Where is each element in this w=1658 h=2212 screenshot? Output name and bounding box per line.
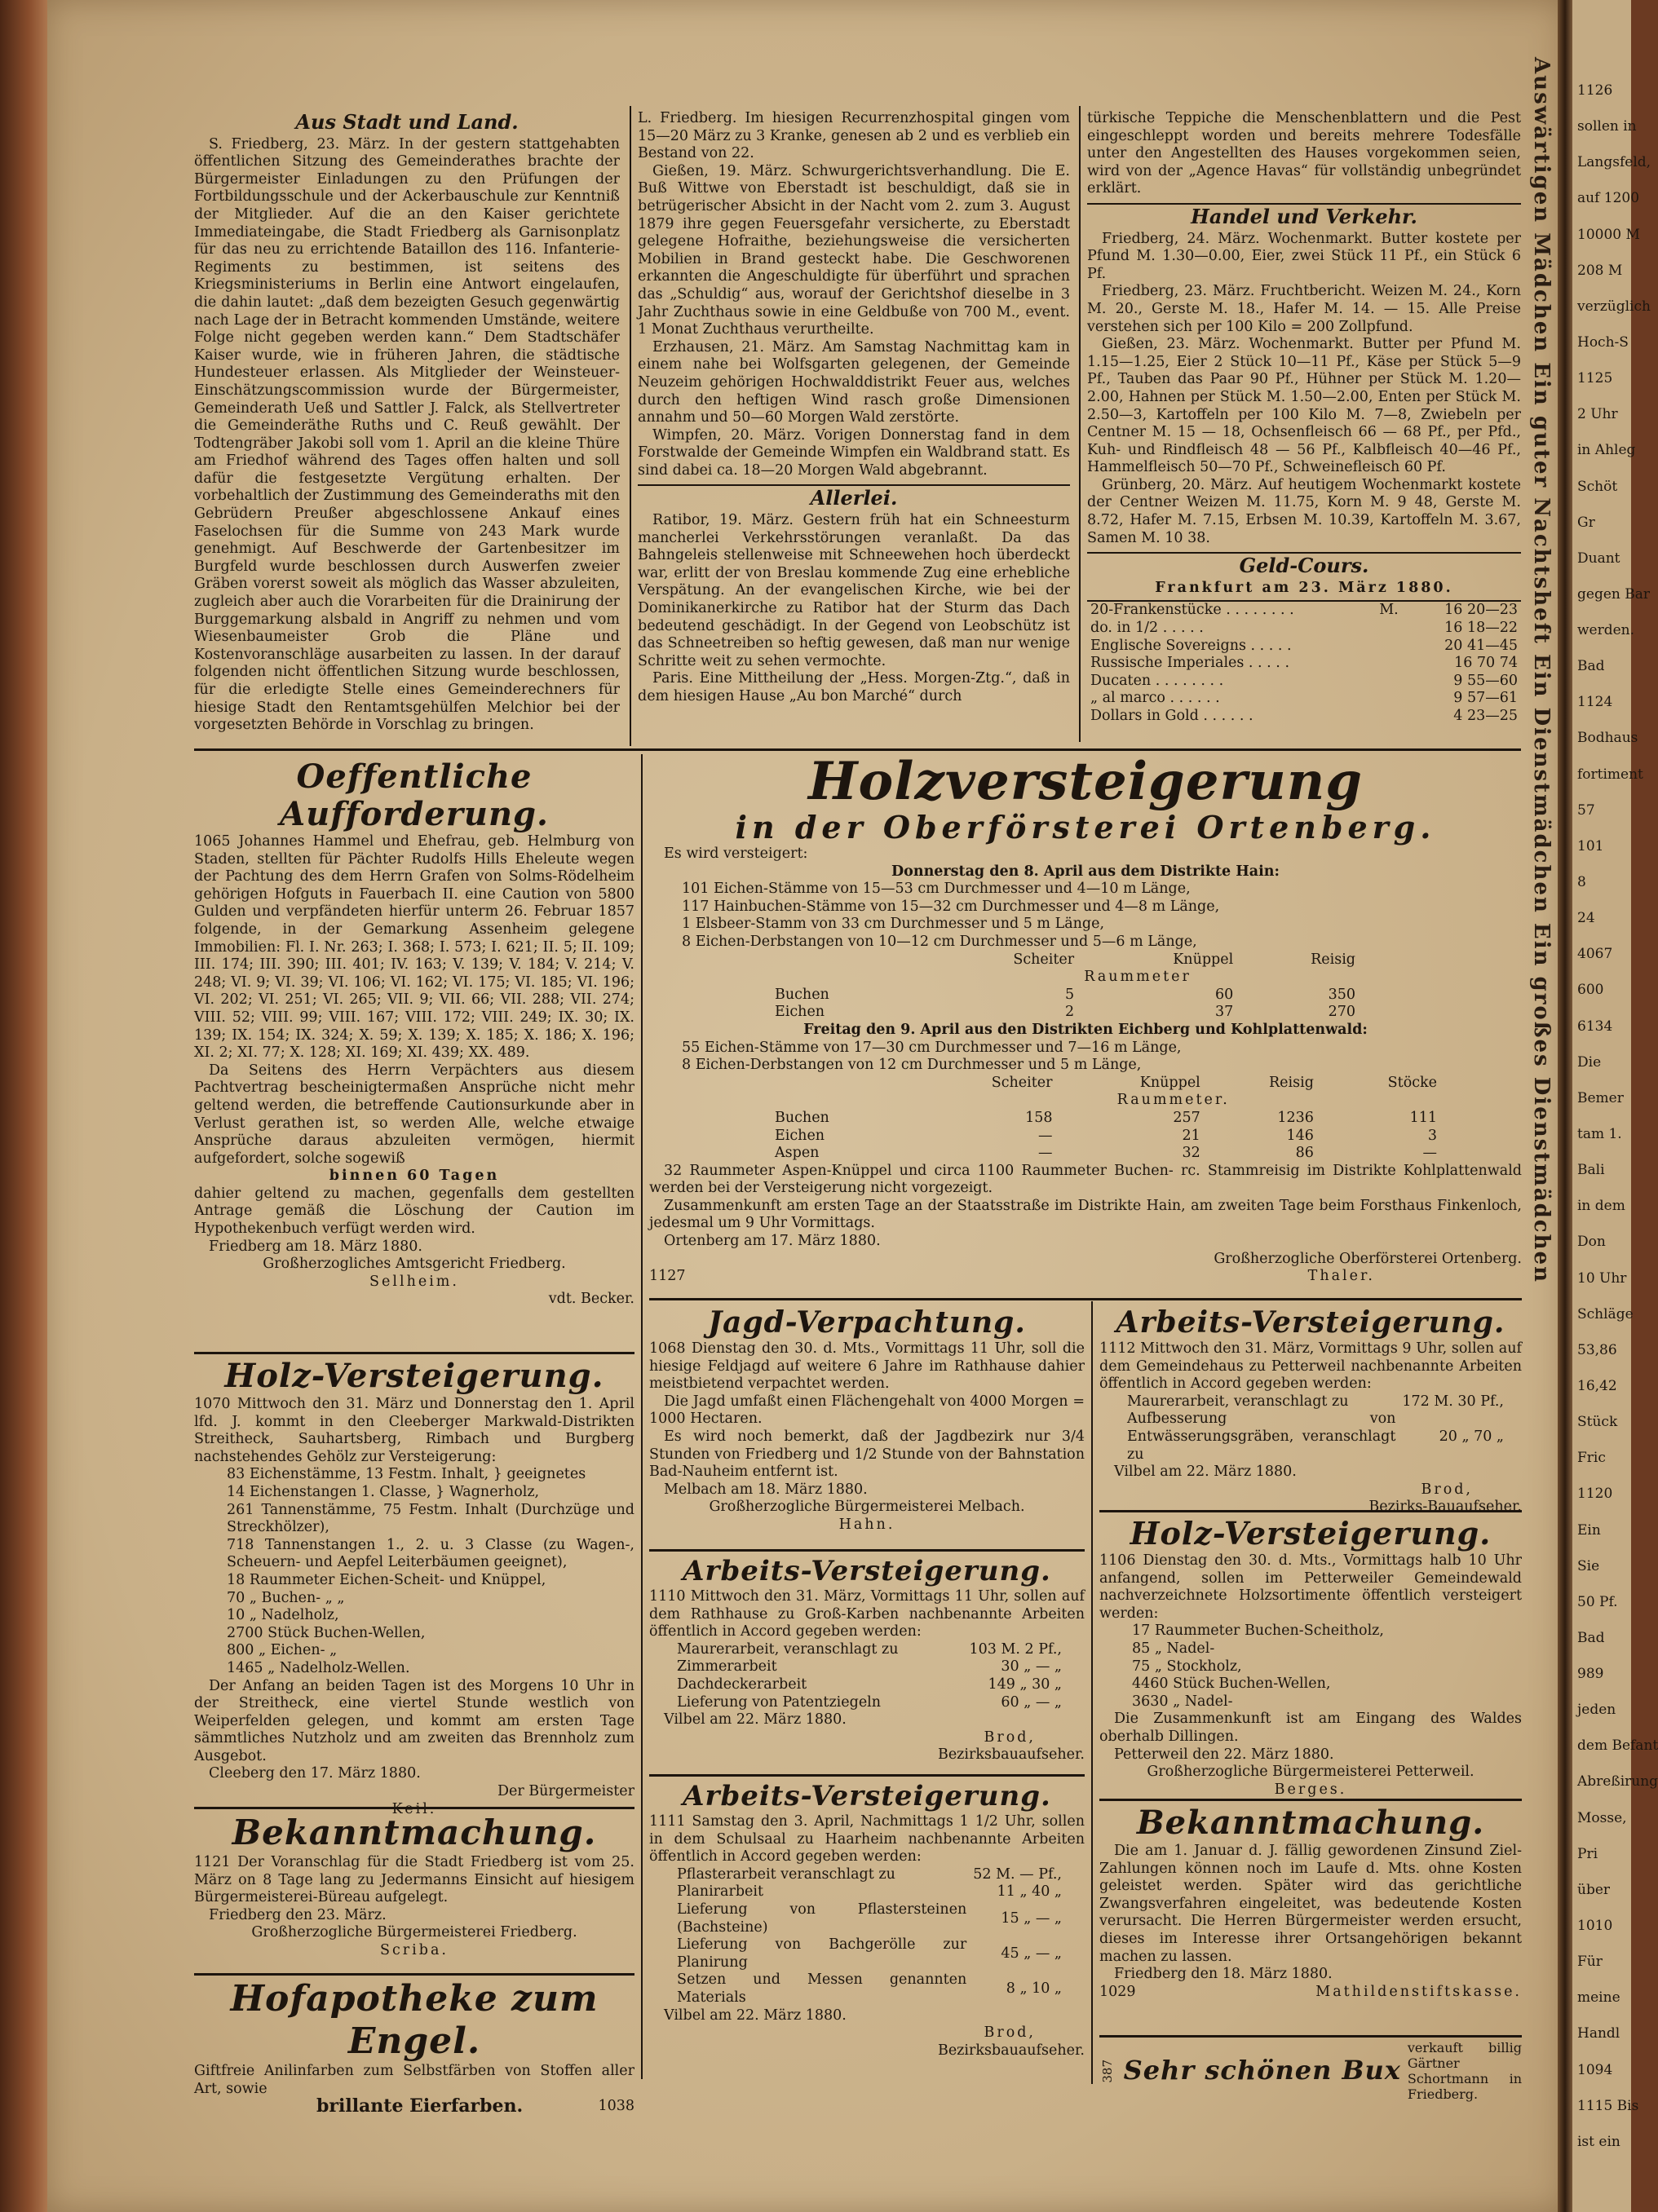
ad-text: Da Seitens des Herrn Verpächters aus diesem Pachtvertrag bescheinigtermaßen Ansprüche nicht mehr geltend werden, die betreffende Cautionsurkunde aber in Verlust gerathen ist, so werden Alle, welche etwaige Ansprüche daraus abzuleiten vermögen, hiermit aufgefordert, solche sogewiß xyxy=(194,1062,634,1167)
text-fragment: tam 1. xyxy=(1577,1126,1622,1142)
text-fragment: Pri xyxy=(1577,1845,1598,1862)
section-title: Allerlei. xyxy=(810,486,898,510)
ad-signer: Brod, xyxy=(1421,1481,1473,1498)
article-text: Paris. Eine Mittheilung der „Hess. Morgen-Ztg.“, daß in dem hiesigen Hause „Au bon Marché“ durch xyxy=(638,670,1070,704)
ad-jagd-verpachtung xyxy=(649,1305,1085,1534)
text-fragment: Stück xyxy=(1577,1414,1618,1431)
text-fragment: 1126 xyxy=(1577,82,1613,99)
ad-text: 1111 Samstag den 3. April, Nachmittags 1 1/2 Uhr, sollen in dem Schulsaal zu Haarheim nachbenannte Arbeiten öffentlich in Accord gegeben werden: xyxy=(649,1813,1085,1865)
table-row: Setzen und Messen genannten Materials 8 „ 10 „ xyxy=(677,1971,1062,2006)
ad-title: Arbeits-Versteigerung. xyxy=(1116,1305,1505,1340)
ad-arbeits-versteigerung-1 xyxy=(649,1554,1085,1764)
ad-text: Der Anfang an beiden Tagen ist des Morgens 10 Uhr in der Streitheck, eine viertel Stunde westlich von Weiperfelden gelegen, und kommt am ersten Tage sämmtliches Nutzholz und am zweiten das Brennholz zum Ausgebot. xyxy=(194,1677,634,1764)
text-fragment: 600 xyxy=(1577,982,1604,999)
text-fragment: 50 Pf. xyxy=(1577,1593,1618,1610)
article-text: Wimpfen, 20. März. Vorigen Donnerstag fand in dem Forstwalde der Gemeinde Wimpfen ein Waldbrand statt. Es sind dabei ca. 18—20 Morgen Wald abgebrannt. xyxy=(638,426,1070,479)
ad-text: 32 Raummeter Aspen-Knüppel und circa 1100 Raummeter Buchen- rc. Stammreisig im Distrikte Kohlplattenwald werden bei der Versteigerung nicht vorgezeigt. xyxy=(649,1162,1522,1197)
text-fragment: werden. xyxy=(1577,622,1635,639)
ad-office: Großherzogliche Bürgermeisterei Petterweil. xyxy=(1147,1764,1475,1781)
ad-date: Vilbel am 22. März 1880. xyxy=(664,2007,847,2024)
item-list xyxy=(649,1040,1522,1075)
text-fragment: in Ahleg xyxy=(1577,442,1636,459)
ad-text: 1110 Mittwoch den 31. März, Vormittags 11 Uhr, sollen auf dem Rathhause zu Groß-Karben nachbenannte Arbeiten öffentlich in Accord gegeben werden: xyxy=(649,1588,1085,1640)
ad-office: Großherzogliche Oberförsterei Ortenberg. xyxy=(1214,1250,1522,1267)
ad-divider xyxy=(649,1549,1085,1552)
text-fragment: 1010 xyxy=(1577,1918,1613,1935)
ad-text: verkauft billig Gärtner Schortmann in Friedberg. xyxy=(1407,2040,1522,2102)
deadline: binnen 60 Tagen xyxy=(329,1168,500,1185)
text-fragment: Hoch-S xyxy=(1577,333,1629,351)
ad-text: Es wird noch bemerkt, daß der Jagdbezirk nur 3/4 Stunden von Friedberg und 1/2 Stunde von der Bahnstation Bad-Nauheim entfernt ist. xyxy=(649,1428,1085,1481)
market-report: Grünberg, 20. März. Auf heutigem Wochenmarkt kostete der Centner Weizen M. 11.75, Korn M. 9 48, Gerste M. 8.72, Hafer M. 7.15, Erbsen M. 10.39, Kartoffeln M. 3.67, Samen M. 10 38. xyxy=(1087,476,1521,546)
ad-office: Bezirksbauaufseher. xyxy=(937,2042,1085,2059)
ad-title: Holz-Versteigerung. xyxy=(224,1357,604,1395)
text-fragment: 1125 xyxy=(1577,370,1613,387)
list-item: 70 „ Buchen- „ „ xyxy=(227,1589,345,1606)
ad-title: Holz-Versteigerung. xyxy=(1130,1515,1492,1552)
text-fragment: 4067 xyxy=(1577,946,1613,963)
text-fragment: 16,42 xyxy=(1577,1377,1617,1394)
ad-signer: Brod, xyxy=(984,2024,1036,2042)
ad-date: Cleeberg den 17. März 1880. xyxy=(209,1765,421,1782)
wood-table xyxy=(772,1075,1440,1163)
list-item: 8 Eichen-Derbstangen von 12 cm Durchmesser und 5 m Länge, xyxy=(682,1057,1142,1074)
text-fragment: Gr xyxy=(1577,514,1595,531)
text-fragment: Abreßirung xyxy=(1577,1773,1658,1790)
table-row: Aufbesserung von Entwässerungsgräben, veranschlagt zu 20 „ 70 „ xyxy=(1127,1411,1504,1463)
text-fragment: 1124 xyxy=(1577,694,1613,711)
next-page-fragment xyxy=(1572,0,1658,2212)
ad-hofapotheke xyxy=(194,1978,634,2116)
ad-title: Jagd-Verpachtung. xyxy=(708,1305,1026,1340)
column-divider xyxy=(1079,106,1081,742)
article-text: Ratibor, 19. März. Gestern früh hat ein Schneesturm mancherlei Verkehrsstörungen veranlaßt. Da das Bahngeleis stellenweise mit Schneewehen hoch überdeckt war, erlitt der von Breslau kommende Zug eine erhebliche Verspätung. An der evangelischen Kirche, wie bei der Dominikanerkirche zu Ratibor hat der Sturm das Dach bedeutend geschädigt. In der Gegend von Leobschütz ist das Schneetreiben so heftig gewesen, daß man nur wenige Schritte weit zu sehen vermochte. xyxy=(638,512,1070,669)
list-item: 4460 Stück Buchen-Wellen, xyxy=(1132,1676,1331,1693)
text-fragment: Schläge xyxy=(1577,1305,1634,1322)
list-item: 85 „ Nadel- xyxy=(1132,1640,1215,1657)
ad-text: 1070 Mittwoch den 31. März und Donnerstag den 1. April lfd. J. kommt in den Cleeberger Markwald-Distrikten Streitheck, Sauhartsberg, Rimbach und Burgberg nachstehendes Gehölz zur Versteigerung: xyxy=(194,1396,634,1465)
text-fragment: 2 Uhr xyxy=(1577,406,1618,423)
table-row: Englische Sovereigns . . . . . 20 41—45 xyxy=(1090,637,1518,654)
ad-signer: Keil. xyxy=(391,1800,437,1817)
ad-highlight-line xyxy=(194,2095,634,2117)
ad-signer: Berges. xyxy=(1274,1781,1347,1798)
text-fragment: in dem xyxy=(1577,1198,1625,1215)
ad-divider xyxy=(649,1774,1085,1777)
text-fragment: dem Befant xyxy=(1577,1737,1658,1755)
list-item: 101 Eichen-Stämme von 15—53 cm Durchmesser und 4—10 m Länge, xyxy=(682,881,1191,898)
text-fragment: 989 xyxy=(1577,1666,1604,1683)
text-fragment: über xyxy=(1577,1881,1611,1898)
gutter-vertical-text: Auswärtigen Mädchen Ein guter Nachtsheft Ein Dienstmädchen Ein großes Dienstmädchen xyxy=(1529,57,1554,1283)
ad-title: Arbeits-Versteigerung. xyxy=(683,1555,1051,1587)
ad-divider xyxy=(1099,2035,1522,2038)
wood-table xyxy=(772,951,1359,1022)
column-news xyxy=(638,110,1070,706)
text-fragment: 10 Uhr xyxy=(1577,1269,1627,1287)
table-row: Russische Imperiales . . . . . 16 70 74 xyxy=(1090,655,1518,672)
ad-office: Großherzogliche Bürgermeisterei Melbach. xyxy=(709,1499,1025,1516)
ad-highlight: brillante Eierfarben. xyxy=(316,2095,524,2117)
ad-office: Großherzogliche Bürgermeisterei Friedberg. xyxy=(251,1924,577,1941)
auction-day: Donnerstag den 8. April aus dem Distrikte Hain: xyxy=(891,863,1280,880)
table-row: Lieferung von Pflastersteinen (Bachsteine) 15 „ — „ xyxy=(677,1901,1062,1936)
text-fragment: 53,86 xyxy=(1577,1341,1617,1358)
list-item: 1 Elsbeer-Stamm von 33 cm Durchmesser und 5 m Länge, xyxy=(682,916,1105,933)
market-report: Friedberg, 24. März. Wochenmarkt. Butter kostete per Pfund M. 1.30—0.00, Eier, zwei Stück 11 Pf., ein Stück 6 Pf. xyxy=(1087,230,1521,282)
ad-number: 387 xyxy=(1100,2059,1115,2083)
table-row: Zimmerarbeit 30 „ — „ xyxy=(677,1658,1062,1676)
section-title: Geld-Cours. xyxy=(1239,554,1369,578)
ad-text: 1068 Dienstag den 30. d. Mts., Vormittags 11 Uhr, soll die hiesige Feldjagd auf weitere 6 Jahre im Rathhause dahier meistbietend verpachtet werden. xyxy=(649,1340,1085,1393)
table-row: Eichen 2 37 270 xyxy=(775,1004,1355,1021)
ad-text: Zusammenkunft am ersten Tage an der Staatsstraße im Distrikte Hain, am zweiten Tage beim Forsthaus Finkenloch, jedesmal um 9 Uhr Vormittags. xyxy=(649,1197,1522,1232)
ad-date: Vilbel am 22. März 1880. xyxy=(1114,1464,1297,1481)
table-row: Lieferung von Bachgerölle zur Planirung 45 „ — „ xyxy=(677,1936,1062,1971)
list-item: 261 Tannenstämme, 75 Festm. Inhalt (Durchzüge und Streckhölzer), xyxy=(227,1501,634,1536)
text-fragment: 208 M xyxy=(1577,262,1623,279)
ad-column-divider xyxy=(641,754,643,2079)
ad-date: Melbach am 18. März 1880. xyxy=(664,1481,868,1498)
text-fragment: ist ein xyxy=(1577,2133,1620,2150)
table-row: Eichen — 21 146 3 xyxy=(775,1127,1437,1144)
ad-title: Oeffentliche Aufforderung. xyxy=(280,757,549,833)
text-fragment: Mosse, xyxy=(1577,1809,1627,1826)
table-row: 20-Frankenstücke . . . . . . . . M. 16 20—23 xyxy=(1090,602,1518,619)
table-row: „ al marco . . . . . . 9 57—61 xyxy=(1090,690,1518,707)
text-fragment: 10000 M xyxy=(1577,226,1640,243)
text-fragment: verzüglich xyxy=(1577,298,1651,315)
table-row: Lieferung von Patentziegeln 60 „ — „ xyxy=(677,1693,1062,1711)
section-title: Aus Stadt und Land. xyxy=(295,110,519,134)
item-list xyxy=(649,881,1522,951)
article-text: L. Friedberg. Im hiesigen Recurrenzhospital gingen vom 15—20 März zu 3 Kranke, genesen ab 2 und es verblieb ein Bestand von 22. xyxy=(638,110,1070,162)
table-row: Dollars in Gold . . . . . . 4 23—25 xyxy=(1090,708,1518,724)
ad-signer: Brod, xyxy=(984,1729,1036,1746)
ad-signer: vdt. Becker. xyxy=(548,1291,634,1308)
ad-text: Es wird versteigert: xyxy=(664,846,808,862)
text-fragment: jeden xyxy=(1577,1702,1616,1719)
column-handel xyxy=(1087,110,1521,726)
text-fragment: Bali xyxy=(1577,1162,1605,1179)
table-row: Pflasterarbeit veranschlagt zu 52 M. — Pf., xyxy=(677,1865,1062,1883)
ad-title: Holzversteigerung xyxy=(807,751,1364,812)
column-divider xyxy=(630,106,631,746)
list-item: 1465 „ Nadelholz-Wellen. xyxy=(227,1659,410,1676)
table-header: Scheiter Knüppel Reisig xyxy=(1013,951,1355,968)
list-item: 800 „ Eichen- „ xyxy=(227,1642,338,1659)
market-report: Friedberg, 23. März. Fruchtbericht. Weizen M. 24., Korn M. 20., Gerste M. 18., Hafer M. 14. — 15. Alle Preise verstehen sich per 100 Kilo = 200 Zollpfund. xyxy=(1087,283,1521,335)
text-fragment: Sie xyxy=(1577,1557,1600,1574)
ad-text: 1112 Mittwoch den 31. März, Vormittags 9 Uhr, sollen auf dem Gemeindehaus zu Petterweil nachbenannte Arbeiten öffentlich in Accord gegeben werden: xyxy=(1099,1340,1522,1393)
ad-bux xyxy=(1099,2040,1522,2102)
list-item: 2700 Stück Buchen-Wellen, xyxy=(227,1624,426,1641)
ad-date: Petterweil den 22. März 1880. xyxy=(1114,1746,1334,1763)
text-fragment: Langsfeld, xyxy=(1577,154,1651,171)
ad-number: 1038 xyxy=(598,2098,634,2115)
list-item: 18 Raummeter Eichen-Scheit- und Knüppel, xyxy=(227,1571,546,1588)
ad-office: Der Bürgermeister xyxy=(497,1783,634,1800)
ad-text: Die Zusammenkunft ist am Eingang des Waldes oberhalb Dillingen. xyxy=(1099,1711,1522,1745)
text-fragment: Bad xyxy=(1577,658,1605,675)
ad-text: Die Jagd umfaßt einen Flächengehalt von 4000 Morgen = 1000 Hectaren. xyxy=(649,1393,1085,1428)
text-fragment: Fric xyxy=(1577,1450,1606,1467)
ad-arbeits-versteigerung-3 xyxy=(1099,1305,1522,1517)
text-fragment: Ein xyxy=(1577,1521,1601,1539)
list-item: 14 Eichenstangen 1. Classe, } Wagnerholz, xyxy=(227,1483,540,1500)
text-fragment: 1094 xyxy=(1577,2061,1613,2078)
list-item: 75 „ Stockholz, xyxy=(1132,1658,1242,1675)
ad-text: 1121 Der Voranschlag für die Stadt Friedberg ist vom 25. März on 8 Tage lang zu Jedermanns Einsicht auf hiesigem Bürgermeisterei-Büreau aufgelegt. xyxy=(194,1854,634,1906)
ad-bekanntmachung-1 xyxy=(194,1812,634,1960)
text-fragment: sollen in xyxy=(1577,118,1637,135)
text-fragment: Don xyxy=(1577,1234,1606,1251)
auction-day: Freitag den 9. April aus den Distrikten Eichberg und Kohlplattenwald: xyxy=(803,1021,1368,1038)
ad-text: 1065 Johannes Hammel und Ehefrau, geb. Helmburg von Staden, stellten für Pächter Rudolfs Hills Eheleute wegen der Pachtung des dem Herrn Grafen von Solms-Rödelheim gehörigen Hofguts in Fauerbach II. eine Caution von 5800 Gulden und verpfändeten hierfür unterm 26. Februar 1857 folgende, in der Gemarkung Assenheim gelegene Immobilien: Fl. I. Nr. 263; I. 368; I. 573; I. 621; II. 5; II. 109; III. 174; III. 390; III. 401; IV. 163; V. 139; V. 184; V. 214; V. 248; VI. 9; VI. 39; VI. 106; VI. 162; VI. 175; VI. 185; VI. 196; VI. 202; VI. 251; VI. 265; VII. 9; VII. 66; VII. 288; VII. 274; VIII. 52; VIII. 99; VIII. 167; VIII. 172; VIII. 249; IX. 30; IX. 139; IX. 154; IX. 324; X. 59; X. 139; X. 185; X. 186; X. 196; XI. 2; XI. 77; X. 128; XI. 169; XI. 439; XX. 489. xyxy=(194,833,634,1062)
table-row: Dachdeckerarbeit 149 „ 30 „ xyxy=(677,1676,1062,1693)
text-fragment: gegen Bar xyxy=(1577,585,1650,603)
ad-holzversteigerung-ortenberg xyxy=(649,751,1522,1286)
ad-footer xyxy=(649,1268,1522,1286)
ad-divider xyxy=(1099,1510,1522,1512)
ad-holz-versteigerung xyxy=(194,1357,634,1818)
ad-office: Mathildenstiftskasse. xyxy=(1315,1983,1522,2000)
exchange-table xyxy=(1087,600,1521,725)
table-row: Buchen 5 60 350 xyxy=(775,986,1355,1003)
table-row: Planirarbeit 11 „ 40 „ xyxy=(677,1883,1062,1901)
item-list xyxy=(194,1466,634,1677)
table-row: do. in 1/2 . . . . . 16 18—22 xyxy=(1090,620,1518,637)
text-fragment: Handl xyxy=(1577,2025,1620,2042)
text-fragment: Bad xyxy=(1577,1629,1605,1646)
ad-date: Ortenberg am 17. März 1880. xyxy=(664,1233,881,1250)
text-fragment: fortiment xyxy=(1577,766,1643,783)
ad-divider xyxy=(194,1807,634,1809)
ad-divider xyxy=(649,1298,1522,1300)
item-list xyxy=(1099,1623,1522,1711)
ad-title: Hofapotheke zum Engel. xyxy=(230,1978,599,2062)
list-item: 117 Hainbuchen-Stämme von 15—32 cm Durchmesser und 4—8 m Länge, xyxy=(682,898,1220,915)
ad-text: 1106 Dienstag den 30. d. Mts., Vormittags halb 10 Uhr anfangend, sollen im Petterweiler Gemeindewald nachverzeichnete Holzsortimente öffentlich versteigert werden: xyxy=(1099,1552,1522,1622)
text-fragment: Duant xyxy=(1577,550,1620,567)
list-item: 17 Raummeter Buchen-Scheitholz, xyxy=(1132,1623,1384,1640)
ad-signer: Hahn. xyxy=(838,1516,895,1533)
text-fragment: 1120 xyxy=(1577,1486,1613,1503)
cost-table xyxy=(1124,1393,1507,1464)
ad-number: 1029 xyxy=(1099,1983,1136,2000)
text-fragment: 1115 Bis xyxy=(1577,2097,1639,2114)
ad-text: Giftfreie Anilinfarben zum Selbstfärben von Stoffen aller Art, sowie xyxy=(194,2063,634,2097)
article-text: S. Friedberg, 23. März. In der gestern stattgehabten öffentlichen Sitzung des Gemeinderathes brachte der Bürgermeister Einladungen zu den Prüfungen der Fortbildungsschule und der Ackerbauschule zur Kenntniß der Mitglieder. Auf die an den Kaiser gerichtete Immediateingabe, die Stadt Friedberg als Garnisonplatz für das neu zu errichtende Bataillon des 116. Infanterie-Regiments zu bestimmen, ist seitens des Kriegsministeriums in Berlin eine Antwort eingelaufen, die dahin lautet: „daß dem bezeigten Gesuch gegenwärtig nach Lage der in Betracht kommenden Umstände, weitere Folge nicht gegeben werden kann.“ Dem Stadtschäfer Kaiser wurde, wie in früheren Jahren, die städtische Hundesteuer erlassen. Als Mitglieder der Weinsteuer-Einschätzungscommission wurde der Bürgermeister, Gemeinderath Ueß und Sattler J. Falck, als Stellvertreter die Gemeinderäthe Ruths und C. Reuß gewählt. Der Todtengräber Jakobi soll vom 1. April an die kleine Thüre am Friedhof während des Tages offen halten und soll dafür die festgesetzte Vergütung erhalten. Der vorbehaltlich der Zustimmung des Gemeinderaths mit den Gebrüdern Preußer abgeschlossene Ankauf eines Faselochsen für die Summe von 243 Mark wurde genehmigt. Auf Beschwerde der Gartenbesitzer im Burgfeld wurde beschlossen durch Auswerfen zweier Gräben vorerst soweit als möglich das Wasser abzuleiten, zugleich aber auch die Vorarbeiten für die Drainirung der Burggemarkung alsbald in Angriff zu nehmen und vom Wiesenbaumeister Grob die Pläne und Kostenvoranschläge ausarbeiten zu lassen. In der darauf folgenden nicht öffentlichen Sitzung wurde beschlossen, für die erledigte Stelle eines Gemeinderechners für hiesige Stadt den Rentamtsgehülfen Melchior bei der vorgesetzten Behörde in Vorschlag zu bringen. xyxy=(194,135,620,734)
ad-divider xyxy=(194,1973,634,1976)
page-fold xyxy=(1558,0,1572,2212)
ad-date: Friedberg den 23. März. xyxy=(209,1906,387,1923)
table-row: Ducaten . . . . . . . . 9 55—60 xyxy=(1090,672,1518,689)
text-fragment: 101 xyxy=(1577,837,1604,854)
list-item: 10 „ Nadelholz, xyxy=(227,1607,339,1624)
table-row: Maurerarbeit, veranschlagt zu 103 M. 2 Pf., xyxy=(677,1640,1062,1658)
table-unit: Raummeter xyxy=(1084,969,1192,986)
ad-number: 1127 xyxy=(649,1268,686,1285)
list-item: 55 Eichen-Stämme von 17—30 cm Durchmesser und 7—16 m Länge, xyxy=(682,1039,1182,1056)
list-item: 718 Tannenstangen 1., 2. u. 3 Classe (zu Wagen-, Scheuern- und Aepfel Leiterbäumen geeignet), xyxy=(227,1536,634,1571)
ad-date: Vilbel am 22. März 1880. xyxy=(664,1711,847,1729)
ad-signer: Thaler. xyxy=(1307,1268,1375,1285)
ad-divider xyxy=(194,1352,634,1354)
ad-column-divider xyxy=(1091,1301,1093,2084)
ad-divider xyxy=(1099,1799,1522,1801)
list-item: 3630 „ Nadel- xyxy=(1132,1693,1233,1710)
text-fragment: Bemer xyxy=(1577,1089,1624,1106)
ad-signer: Sellheim. xyxy=(369,1273,459,1290)
ad-title: Arbeits-Versteigerung. xyxy=(683,1780,1051,1812)
table-header: Scheiter Knüppel Reisig Stöcke xyxy=(991,1074,1437,1091)
ad-title: Bekanntmachung. xyxy=(1136,1804,1485,1842)
exchange-subtitle: Frankfurt am 23. März 1880. xyxy=(1155,579,1453,596)
ad-signer: Scriba. xyxy=(380,1941,449,1958)
list-item: 8 Eichen-Derbstangen von 10—12 cm Durchmesser und 5—6 m Länge, xyxy=(682,933,1197,950)
cost-table xyxy=(674,1641,1065,1711)
text-fragment: meine xyxy=(1577,1989,1620,2007)
table-row: Maurerarbeit, veranschlagt zu 172 M. 30 Pf., xyxy=(1127,1393,1504,1410)
ad-date: Friedberg am 18. März 1880. xyxy=(209,1238,422,1255)
ad-subtitle: in der Oberförsterei Ortenberg. xyxy=(735,809,1436,846)
text-fragment: auf 1200 xyxy=(1577,190,1640,207)
ad-text: Die am 1. Januar d. J. fällig gewordenen Zinsund Ziel-Zahlungen können noch im Laufe d. Mts. ohne Kosten geleistet werden. Später wird das gerichtliche Zwangsverfahren eingeleitet, was bedeutende Kosten verursacht. Die Herren Bürgermeister werden ersucht, dieses im Interesse ihrer Ortsangehörigen bekannt machen zu lassen. xyxy=(1099,1843,1522,1965)
ad-arbeits-versteigerung-2 xyxy=(649,1779,1085,2060)
table-row: Buchen 158 257 1236 111 xyxy=(775,1109,1437,1126)
table-unit: Raummeter. xyxy=(1116,1092,1230,1109)
ad-aufforderung xyxy=(194,758,634,1309)
article-text: türkische Teppiche die Menschenblattern und die Pest eingeschleppt worden und bereits mehrere Todesfälle unter den Angestellten des Hauses vorgekommen seien, wird von der „Agence Havas“ für vollständig unbegründet erklärt. xyxy=(1087,110,1521,197)
table-row: Aspen — 32 86 — xyxy=(775,1145,1437,1162)
ad-text: dahier geltend zu machen, gegenfalls dem gestellten Antrage gemäß die Löschung der Caution im Hypothekenbuch verfügt werden wird. xyxy=(194,1185,634,1238)
list-item: 83 Eichenstämme, 13 Festm. Inhalt, } geeignetes xyxy=(227,1466,586,1483)
ad-bekanntmachung-2 xyxy=(1099,1804,1522,2001)
ad-title: Bekanntmachung. xyxy=(232,1812,597,1852)
text-fragment: 8 xyxy=(1577,874,1586,891)
column-stadt-und-land xyxy=(194,110,620,735)
text-fragment: 24 xyxy=(1577,910,1595,927)
section-title: Handel und Verkehr. xyxy=(1191,204,1417,228)
text-fragment: Bodhaus xyxy=(1577,730,1638,747)
text-fragment: 6134 xyxy=(1577,1018,1613,1035)
ad-office: Bezirksbauaufseher. xyxy=(937,1746,1085,1764)
ad-date: Friedberg den 18. März 1880. xyxy=(1114,1966,1333,1983)
market-report: Gießen, 23. März. Wochenmarkt. Butter per Pfund M. 1.15—1.25, Eier 2 Stück 10—11 Pf., Käse per Stück 5—9 Pf., Tauben das Paar 90 Pf., Hühner per Stück M. 1.20—2.00, Hahnen per Stück M. 1.50—2.00, Enten per Stück M. 2.50—3, Kartoffeln per 100 Kilo M. 7—8, Zwiebeln per Centner M. 15 — 18, Ochsenfleisch 66 — 68 Pf., per Pfd., Kuh- und Rindfleisch 48 — 56 Pf., Kalbfleisch 40—46 Pf., Hammelfleisch 50—70 Pf., Schweinefleisch 60 Pf. xyxy=(1087,336,1521,476)
cost-table xyxy=(674,1866,1065,2007)
ad-holz-versteigerung-2 xyxy=(1099,1515,1522,1799)
book-spine xyxy=(0,0,49,2212)
text-fragment: Die xyxy=(1577,1053,1602,1071)
text-fragment: 57 xyxy=(1577,801,1595,819)
ad-office: Bezirks-Bauaufseher. xyxy=(1368,1499,1522,1516)
ad-office: Großherzogliches Amtsgericht Friedberg. xyxy=(263,1256,566,1273)
article-text: Erzhausen, 21. März. Am Samstag Nachmittag kam in einem nahe bei Wolfsgarten gelegenen, der Gemeinde Neuzeim gehörigen Hochwalddistrikt Feuer aus, welches durch den heftigen Wind rasch große Dimensionen annahm und 50—60 Morgen Wald zerstörte. xyxy=(638,338,1070,426)
text-fragment: Schöt xyxy=(1577,478,1618,495)
ad-footer xyxy=(1099,1984,1522,2002)
text-fragment: Für xyxy=(1577,1954,1603,1971)
ad-title: Sehr schönen Bux xyxy=(1123,2055,1401,2086)
article-text: Gießen, 19. März. Schwurgerichtsverhandlung. Die E. Buß Wittwe von Eberstadt ist beschuldigt, daß sie in betrügerischer Absicht in der Nacht vom 2. zum 3. August 1879 ihre gegen Feuersgefahr versicherte, zu Eberstadt gelegene Hofraithe, beziehungsweise die versicherten Mobilien in Brand gesteckt habe. Die Geschworenen erkannten die Angeschuldigte für überführt und sprachen das „Schuldig“ aus, worauf der Gerichtshof dieselbe in 3 Jahr Zuchthaus sowie in eine Geldbuße von 700 M., event. 1 Monat Zuchthaus verurtheilte. xyxy=(638,162,1070,338)
